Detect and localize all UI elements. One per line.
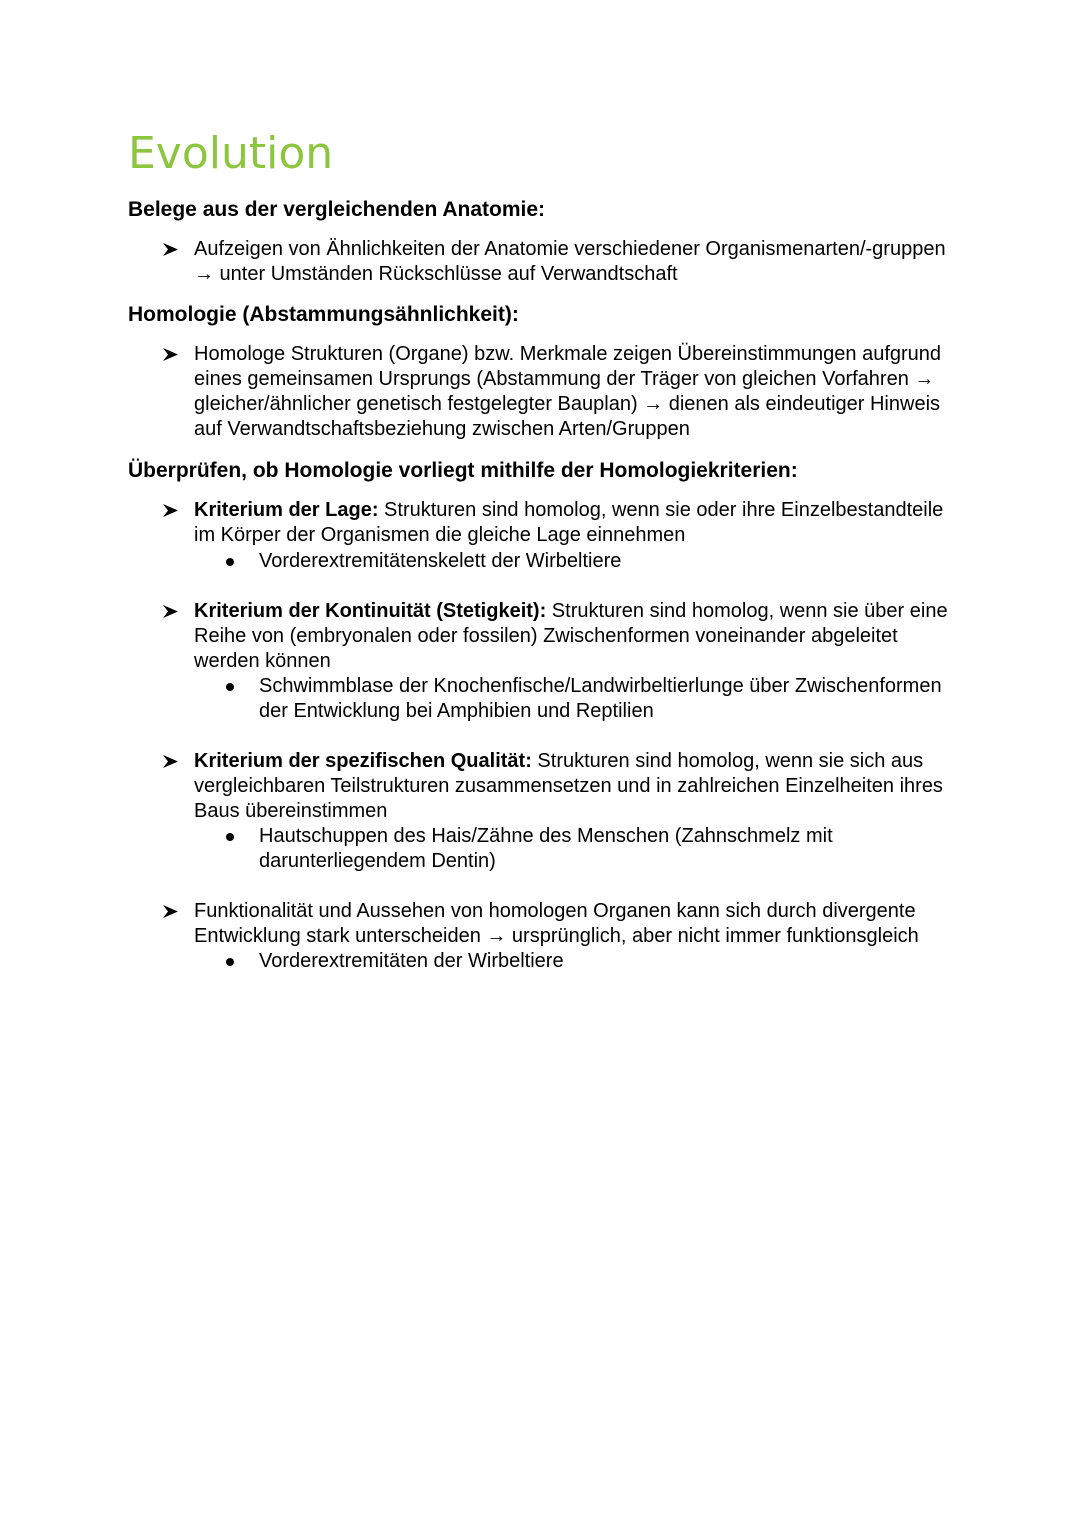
example-text (259, 549, 621, 574)
list-item-text (194, 342, 941, 442)
text-line: vergleichbaren Teilstrukturen zusammensetzen und in zahlreichen Einzelheiten ihres (194, 775, 943, 797)
text-line: Hautschuppen des Hais/Zähne des Menschen (Zahnschmelz mit (259, 825, 833, 847)
text-line: Vorderextremitätenskelett der Wirbeltiere (259, 550, 622, 572)
arrowhead-bullet-icon (162, 237, 178, 262)
text-line: Funktionalität und Aussehen von homologen Organen kann sich durch divergente (194, 900, 916, 922)
list-item-text (194, 899, 919, 949)
list-item-text (194, 237, 946, 287)
example-text (259, 674, 942, 724)
text-line: eines gemeinsamen Ursprungs (Abstammung der Träger von gleichen Vorfahren → (194, 368, 935, 390)
text-line (194, 498, 943, 523)
arrowhead-bullet-icon (162, 498, 178, 523)
round-bullet-icon (226, 558, 234, 566)
list-item-text (194, 749, 943, 824)
example-text (259, 824, 833, 874)
round-bullet-icon (226, 833, 234, 841)
text-line: darunterliegendem Dentin) (259, 850, 496, 872)
text-line: Entwicklung stark unterscheiden → ursprünglich, aber nicht immer funktionsgleich (194, 925, 919, 947)
example-text (259, 949, 564, 974)
text-line: der Entwicklung bei Amphibien und Reptilien (259, 700, 654, 722)
criterion-text: Strukturen sind homolog, wenn sie über eine (546, 600, 948, 622)
text-line: Schwimmblase der Knochenfische/Landwirbeltierlunge über Zwischenformen (259, 675, 942, 697)
text-line: Baus übereinstimmen (194, 800, 388, 822)
section-heading: Belege aus der vergleichenden Anatomie: (128, 198, 546, 221)
text-line: Reihe von (embryonalen oder fossilen) Zwischenformen voneinander abgeleitet (194, 625, 898, 647)
text-line: werden können (194, 650, 331, 672)
text-line: Aufzeigen von Ähnlichkeiten der Anatomie verschiedener Organismenarten/-gruppen (194, 238, 946, 260)
criterion-label: Kriterium der spezifischen Qualität: (194, 750, 532, 772)
text-line: Homologe Strukturen (Organe) bzw. Merkmale zeigen Übereinstimmungen aufgrund (194, 343, 942, 365)
text-line: im Körper der Organismen die gleiche Lage einnehmen (194, 524, 686, 546)
section-heading: Überprüfen, ob Homologie vorliegt mithilfe der Homologiekriterien: (128, 459, 798, 482)
arrowhead-bullet-icon (162, 899, 178, 924)
page-title: Evolution (128, 128, 334, 179)
text-line: auf Verwandtschaftsbeziehung zwischen Arten/Gruppen (194, 418, 690, 440)
text-line (194, 599, 948, 624)
section-heading: Homologie (Abstammungsähnlichkeit): (128, 303, 519, 326)
text-line: gleicher/ähnlicher genetisch festgelegter Bauplan) → dienen als eindeutiger Hinweis (194, 393, 941, 415)
criterion-text: Strukturen sind homolog, wenn sie oder ihre Einzelbestandteile (378, 499, 944, 521)
text-line: → unter Umständen Rückschlüsse auf Verwandtschaft (194, 263, 678, 285)
list-item-text (194, 498, 943, 548)
text-line (194, 749, 943, 774)
arrowhead-bullet-icon (162, 749, 178, 774)
criterion-label: Kriterium der Lage: (194, 499, 379, 521)
criterion-text: Strukturen sind homolog, wenn sie sich aus (531, 750, 924, 772)
round-bullet-icon (226, 958, 234, 966)
round-bullet-icon (226, 683, 234, 691)
list-item-text (194, 599, 948, 674)
arrowhead-bullet-icon (162, 342, 178, 367)
text-line: Vorderextremitäten der Wirbeltiere (259, 950, 564, 972)
criterion-label: Kriterium der Kontinuität (Stetigkeit): (194, 600, 547, 622)
arrowhead-bullet-icon (162, 599, 178, 624)
